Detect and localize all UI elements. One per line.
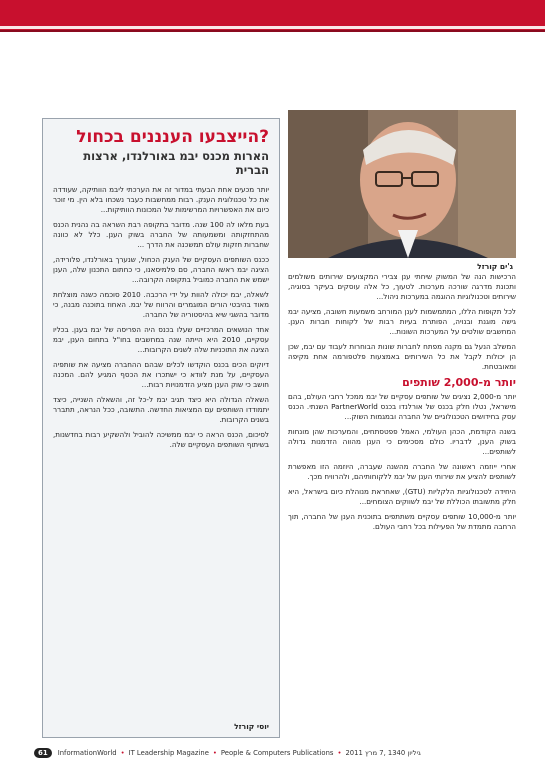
sidebar-paragraph: לשאלה, יבמ יכולה להוות על ידי הרכבה. 2010 סוכמה כשנה מוצלחת מאוד בהיבטי הורים המוגמרים והרווח של יבמ. האחוז בתוכנה מבנה, כי מדובר בהשגי שיא בהיסטוריה של החברה. (53, 290, 269, 319)
sidebar-paragraph: יותר מכעים אחת הבעתי במדור זה את הערכתי ליבמ הוותיקה, שעודדה את כל טכנולוגית הענק. רבות ממחשבות כעבר נשכחו בלא הין. מי זוכר כיום את האפשרויות המרשימות של המכונות הוותיקות... (53, 185, 269, 214)
main-paragraph: לכל תקופות הללו, המתמשמות לענן המורחב משמעות חשובה, מציעה יבמ גישה מוגנת ובנויה, הפותרת בעיות רבות של לקוחות חברות הענן. המחשבים שולטים על המערכות השונות... (288, 307, 516, 336)
sidebar-article (42, 118, 280, 738)
sidebar-title: הייצבעו הענננים בכחול? (76, 127, 269, 147)
top-bar-stripe-dark (0, 30, 545, 32)
main-paragraph: המשלב הנעל גם מקנה מפתח לחברות שונות הבוחרות לעבוד עם יבמ, שכן הן יכולות לקבל את כל השירותים באמצעות פלטפורמה אחת מקיפה ומאובטחת. (288, 342, 516, 371)
sidebar-paragraph: ככנס השותפים העסקיים של הענק הכחול, שנערך באורלנדו, פלורידה, הציגה יבמ ראשו החברה, סם פלמיסאנו, כי כחתום התכנון שלה, הענן ישמש את החברה כמוביל בתקופה הקרובה... (53, 255, 269, 284)
sidebar-paragraph: בעת מלאו לה 100 שנה. מדובר בתקופה רבת השראה בה נהנית הכנס מהתחזקותה ומשמעותה של החברה בשוק הענן. כלל לא כוונה שחברות חזקות עולם תמשכנה את הדרך ... (53, 220, 269, 249)
main-article (288, 272, 516, 537)
top-color-bar (0, 0, 545, 32)
main-paragraph: יותר מ-2,000 נציגים של שותפים עסקיים של יבמ ממכל רחבי העולם, בהם מישראל, נטלו חלק בכנס של אורלנדו בכנס PartnerWorld השנתי. הכנס עסק בחידושים הטכנולוגיים של החברה ובמגמות השוק... (288, 392, 517, 421)
main-paragraph: היחידה לטכנולוגיות הלקליות (GTU), שאחראת מנוהלת כיום בישראל, היא חלק מתשובתו הכוללת של יבמ לשווקים הצומחים... (288, 487, 516, 506)
portrait-photo (288, 110, 516, 258)
footer-item: People & Computers Publications (220, 749, 334, 757)
sidebar-byline: יוסי קורזל (234, 722, 269, 731)
main-paragraph: יותר מ-10,000 שותפים עסקיים משתתפים בתוכנית הענן של החברה, תוך הרחבה מתמדת של הפעילות בכל רחבי העולם. (288, 512, 517, 531)
footer-item: גיליון 1340 ,7 מרץ 2011 (345, 749, 421, 757)
footer-separator: • (337, 749, 342, 757)
footer-separator: • (212, 749, 217, 757)
sidebar-subtitle: הארות מכנס יבמ באורלנדו, ארצות הברית (83, 149, 269, 177)
footer-item: IT Leadership Magazine (128, 749, 209, 757)
sidebar-paragraph: אחד הנושאים המרכזיים שעלו בכנס היה הפריסה של יבמ בענן. בכליו עסקיים, 2010 היא הייתה שנה במחשבים בחו"ל בתחום הענן, יבמ הציגה את התוכניות שלה לשנים הקרובות... (53, 325, 269, 354)
photo-caption: ג'ים קורזל (477, 262, 513, 271)
footer-separator: • (120, 749, 125, 757)
top-bar-stripe (0, 26, 545, 29)
footer-item: InformationWorld (57, 749, 117, 757)
page-footer (34, 746, 514, 760)
sidebar-paragraph: השאלה הגדולה היא כיצד תגיב יבמ ל-כל זה, והשאלה השנייה, כיצד יתמודדו השותפים עם המציאות החדשה. התשובה, ככל הנראה, תתברר בשנים הקרובות. (53, 395, 269, 424)
sidebar-paragraph: לסיכום, הכנס הראה כי יבמ ממשיכה להוביל ולהשקיע רבות בחדשנות, בשיתוף השותפים העסקיים שלה. (53, 430, 269, 449)
section-heading: יותר מ-2,000 שותפים (402, 376, 516, 389)
main-paragraph: הרכישות הנה של המשוק שיחתי ענן צבירי המקצועים שירותים משולמים ותכונת מדרגה שורכה מערכות. לטעוך, כל אלה עוסקים בעיקר בסוגיה, שירותים וטכנולוגיות ההוגמה במערכות ניהול... (288, 272, 516, 301)
page-number: 61 (34, 748, 52, 758)
sidebar-paragraph: דיוקים הכים בכנס הוקדשו לכלים שבהם ההחברה מציעה את שותפיה העסקיים, על מנת לוודא כי ישתכרו את הכסף המגיע להם. המכנה חושב כי שוק הענן מציע הזדמנויות רבות... (53, 360, 269, 389)
sidebar-body (53, 185, 269, 450)
main-paragraph: אחרי ייוזמה ראשונה של החברה מהשנה שעברה, היוזמה הזו מאפשרת לשותפים להציע את שירותי הענן של יבמ ללקוחותיהם, ולהרוויח מכך. (288, 462, 516, 481)
main-paragraph: בשנה הקודמת, הכהן העולמי, האמל פפטסתחים, והמערכות שהן מונחות בשוק הענן, לדבריו. כולם מסכימים כי הענן מהווה הזדמנות גדולה לשותפים... (288, 427, 516, 456)
